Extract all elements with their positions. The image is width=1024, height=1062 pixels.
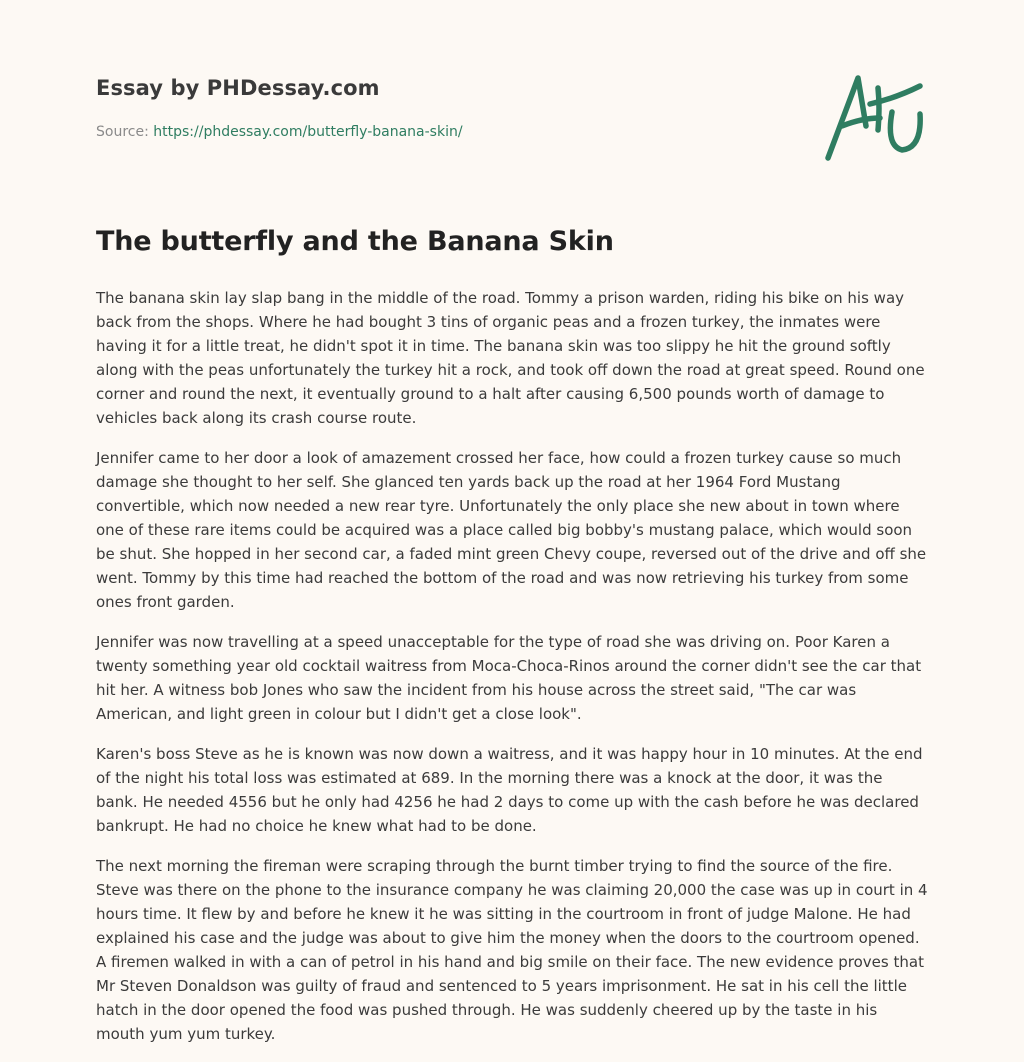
essay-title: The butterfly and the Banana Skin xyxy=(96,226,614,257)
essay-paragraph: The banana skin lay slap bang in the middle of the road. Tommy a prison warden, riding his bike on his way back from the shops. Where he had bought 3 tins of organic peas and a frozen turkey, the inmates were having it for a little treat, he didn't spot it in time. The banana skin was too slippy he hit the ground softly along with the peas unfortunately the turkey hit a rock, and took off down the road at great speed. Round one corner and round the next, it eventually ground to a halt after causing 6,500 pounds worth of damage to vehicles back along its crash course route. xyxy=(96,289,925,427)
source-line xyxy=(96,124,463,140)
essay-paragraph: Jennifer came to her door a look of amazement crossed her face, how could a frozen turkey cause so much damage she thought to her self. She glanced ten yards back up the road at her 1964 Ford Mustang convertible, which now needed a new rear tyre. Unfortunately the only place she new about in town where one of these rare items could be acquired was a place called big bobby's mustang palace, which would soon be shut. She hopped in her second car, a faded mint green Chevy coupe, reversed out of the drive and off she went. Tommy by this time had reached the bottom of the road and was now retrieving his turkey from some ones front garden. xyxy=(96,449,927,611)
essay-paragraph: Jennifer was now travelling at a speed unacceptable for the type of road she was driving on. Poor Karen a twenty something year old cocktail waitress from Moca-Choca-Rinos around the corner didn't see the car that hit her. A witness bob Jones who saw the incident from his house across the street said, "The car was American, and light green in colour but I didn't get a close look". xyxy=(96,633,922,723)
essay-paragraph: Karen's boss Steve as he is known was now down a waitress, and it was happy hour in 10 minutes. At the end of the night his total loss was estimated at 689. In the morning there was a knock at the door, it was the bank. He needed 4556 but he only had 4256 he had 2 days to come up with the cash before he was declared bankrupt. He had no choice he knew what had to be done. xyxy=(96,745,923,835)
a-plus-grade-icon xyxy=(822,68,926,164)
source-link[interactable]: https://phdessay.com/butterfly-banana-skin/ xyxy=(153,124,463,140)
header xyxy=(96,76,696,140)
essay-paragraph: The next morning the fireman were scraping through the burnt timber trying to find the source of the fire. Steve was there on the phone to the insurance company he was claiming 20,000 the case was up in court in 4 hours time. It flew by and before he knew it he was sitting in the courtroom in front of judge Malone. He had explained his case and the judge was about to give him the money when the doors to the courtroom opened. A firemen walked in with a can of petrol in his hand and big smile on their face. The new evidence proves that Mr Steven Donaldson was guilty of fraud and sentenced to 5 years imprisonment. He sat in his cell the little hatch in the door opened the food was pushed through. He was suddenly cheered up by the taste in his mouth yum yum turkey. xyxy=(96,857,928,1043)
source-label: Source: xyxy=(96,124,154,140)
essay-body xyxy=(96,286,928,1062)
site-title: Essay by PHDessay.com xyxy=(96,76,380,100)
